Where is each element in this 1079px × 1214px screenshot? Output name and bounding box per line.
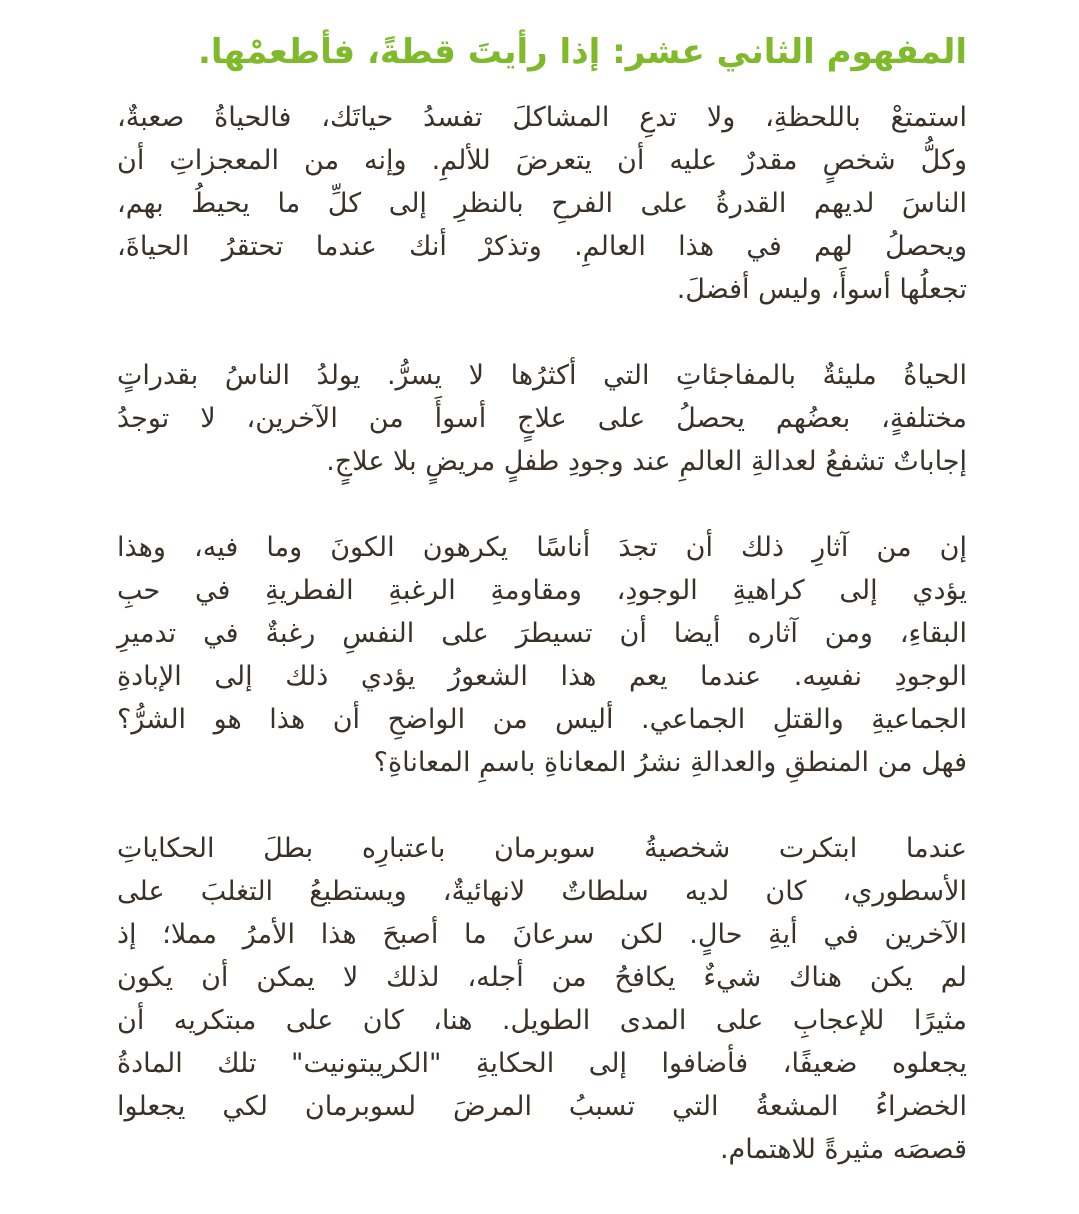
text-line: ويحصلُ لهم في هذا العالمِ. وتذكرْ أنك عندما تحتقرُ الحياةَ، (117, 231, 967, 262)
text-line: قصصَه مثيرةً للاهتمام. (719, 1134, 967, 1165)
text-line: البقاءِ، ومن آثاره أيضا أن تسيطرَ على النفسِ رغبةٌ في تدميرِ (117, 618, 967, 649)
chapter-title: المفهوم الثاني عشر: إذا رأيتَ قطةً، فأطعمْها. (197, 32, 967, 72)
text-line: الأسطوري، كان لديه سلطاتٌ لانهائيةٌ، ويستطيعُ التغلبَ على (117, 876, 967, 907)
text-line: الخضراءُ المشعةُ التي تسببُ المرضَ لسوبرمان لكي يجعلوا (117, 1091, 967, 1122)
text-line: عندما ابتكرت شخصيةُ سوبرمان باعتبارِه بطلَ الحكاياتِ (117, 833, 967, 864)
text-line: يجعلوه ضعيفًا، فأضافوا إلى الحكايةِ "الكريبتونيت" تلك المادةُ (117, 1048, 967, 1079)
text-line: مختلفةٍ، بعضُهم يحصلُ على علاجٍ أسوأَ من الآخرين، لا توجدُ (117, 403, 967, 434)
text-line: الحياةُ مليئةٌ بالمفاجئاتِ التي أكثرُها لا يسرُّ. يولدُ الناسُ بقدراتٍ (117, 360, 967, 391)
text-line: يؤدي إلى كراهيةِ الوجودِ، ومقاومةِ الرغبةِ الفطريةِ في حبِ (117, 575, 967, 606)
text-line: فهل من المنطقِ والعدالةِ نشرُ المعاناةِ باسمِ المعاناةِ؟ (373, 747, 967, 778)
text-line: الجماعيةِ والقتلِ الجماعي. أليس من الواضحِ أن هذا هو الشرُّ؟ (117, 704, 967, 735)
text-line: الوجودِ نفسِه. عندما يعم هذا الشعورُ يؤدي ذلك إلى الإبادةِ (117, 661, 967, 692)
paragraph-3 (117, 526, 967, 784)
paragraph-1 (117, 96, 967, 311)
paragraph-2 (117, 354, 967, 483)
text-line: الآخرين في أيةِ حالٍ. لكن سرعانَ ما أصبحَ هذا الأمرُ مملا؛ إذ (117, 919, 967, 950)
text-line: مثيرًا للإعجابِ على المدى الطويل. هنا، كان على مبتكريه أن (117, 1005, 967, 1036)
body-text (117, 96, 967, 1214)
text-line: لم يكن هناك شيءٌ يكافحُ من أجله، لذلك لا يمكن أن يكون (117, 962, 967, 993)
text-line: إجاباتٌ تشفعُ لعدالةِ العالمِ عند وجودِ طفلٍ مريضٍ بلا علاجٍ. (326, 446, 967, 477)
text-line: تجعلُها أسوأَ، وليس أفضلَ. (676, 274, 967, 305)
text-line: إن من آثارِ ذلك أن تجدَ أناسًا يكرهون الكونَ وما فيه، وهذا (117, 532, 967, 563)
paragraph-4 (117, 827, 967, 1171)
text-line: استمتعْ باللحظةِ، ولا تدعِ المشاكلَ تفسدُ حياتَك، فالحياةُ صعبةٌ، (117, 102, 967, 133)
text-line: الناسَ لديهم القدرةُ على الفرحِ بالنظرِ إلى كلِّ ما يحيطُ بهم، (117, 188, 967, 219)
text-line: وكلُّ شخصٍ مقدرٌ عليه أن يتعرضَ للألمِ. وإنه من المعجزاتِ أن (117, 145, 967, 176)
